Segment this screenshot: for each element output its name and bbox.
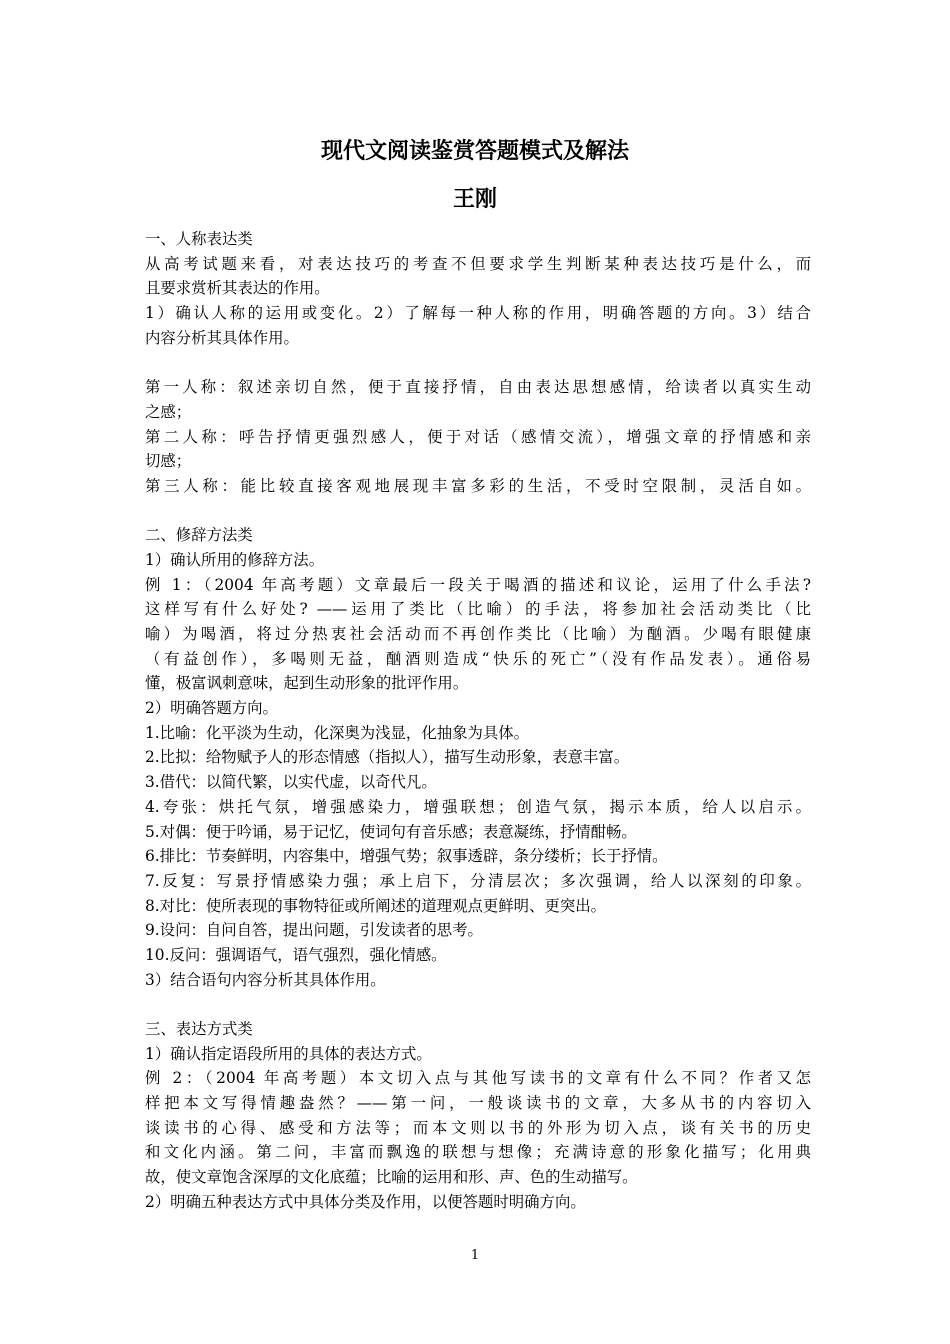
text-line: 2）明确五种表达方式中具体分类及作用，以便答题时明确方向。 — [145, 1192, 586, 1211]
text-line: 第三人称：能比较直接客观地展现丰富多彩的生活，不受时空限制，灵活自如。 — [145, 476, 811, 495]
text-line: 1）确认所用的修辞方法。 — [145, 550, 325, 569]
text-line: 故，使文章饱含深厚的文化底蕴；比喻的运用和形、声、色的生动描写。 — [145, 1168, 638, 1187]
blank-line — [145, 499, 811, 524]
text-line: 4.夸张：烘托气氛，增强感染力，增强联想；创造气氛，揭示本质，给人以启示。 — [145, 797, 811, 816]
blank-line — [145, 992, 811, 1017]
text-line: 和文化内涵。第二问，丰富而飘逸的联想与想像；充满诗意的形象化描写；化用典 — [145, 1143, 811, 1162]
text-line: 一、人称表达类 — [145, 230, 253, 248]
page-number: 1 — [470, 1248, 480, 1263]
text-line: 三、表达方式类 — [145, 1020, 253, 1038]
text-line: 例 2：（2004 年高考题）本文切入点与其他写读书的文章有什么不同？作者又怎 — [145, 1069, 811, 1088]
text-line: 喻）为喝酒，将过分热衷社会活动而不再创作类比（比喻）为酗酒。少喝有眼健康 — [145, 625, 811, 643]
text-line: 切感； — [145, 452, 192, 471]
blank-line — [145, 350, 811, 375]
text-line: 5.对偶：便于吟诵，易于记忆，使词句有音乐感；表意凝练，抒情酣畅。 — [145, 822, 637, 841]
text-line: 谈读书的心得、感受和方法等；而本文则以书的外形为切入点，谈有关书的历史 — [145, 1118, 811, 1137]
text-line: 样把本文写得情趣盎然？——第一问，一般谈读书的文章，大多从书的内容切入 — [145, 1094, 811, 1113]
document-author: 王刚 — [452, 187, 497, 212]
text-line: 7.反复：写景抒情感染力强；承上启下，分清层次；多次强调，给人以深刻的印象。 — [145, 871, 811, 890]
text-line: 内容分析其具体作用。 — [145, 328, 299, 347]
text-line: 之感； — [145, 402, 192, 421]
text-line: 这样写有什么好处? ——运用了类比（比喻）的手法，将参加社会活动类比（比 — [145, 600, 811, 619]
text-line: 二、修辞方法类 — [145, 526, 253, 545]
text-line: 从高考试题来看，对表达技巧的考查不但要求学生判断某种表达技巧是什么，而 — [145, 254, 811, 273]
text-line: （有益创作），多喝则无益，酗酒则造成“快乐的死亡”（没有作品发表）。通俗易 — [145, 649, 811, 668]
text-line: 6.排比：节奏鲜明，内容集中，增强气势；叙事透辟，条分缕析；长于抒情。 — [145, 847, 668, 866]
text-line: 例 1：（2004 年高考题）文章最后一段关于喝酒的描述和议论，运用了什么手法? — [145, 575, 811, 594]
text-line: 2.比拟：给物赋予人的形态情感（指拟人），描写生动形象，表意丰富。 — [145, 748, 630, 767]
text-line: 3.借代：以简代繁，以实代虚，以奇代凡。 — [145, 773, 437, 792]
text-line: 8.对比：使所表现的事物特征或所阐述的道理观点更鲜明、更突出。 — [145, 896, 607, 915]
document-body — [145, 227, 811, 1215]
text-line: 10.反问：强调语气，语气强烈，强化情感。 — [145, 945, 447, 964]
document-title: 现代文阅读鉴赏答题模式及解法 — [320, 139, 629, 164]
text-line: 1）确认指定语段所用的具体的表达方式。 — [145, 1044, 432, 1063]
text-line: 2）明确答题方向。 — [145, 699, 278, 718]
text-line: 第一人称：叙述亲切自然，便于直接抒情，自由表达思想感情，给读者以真实生动 — [145, 378, 811, 397]
text-line: 3）结合语句内容分析其具体作用。 — [145, 970, 386, 989]
text-line: 懂，极富讽刺意味，起到生动形象的批评作用。 — [145, 674, 469, 693]
text-line: 第二人称：呼告抒情更强烈感人，便于对话（感情交流），增强文章的抒情感和亲 — [145, 427, 811, 446]
text-line: 1）确认人称的运用或变化。2）了解每一种人称的作用，明确答题的方向。3）结合 — [145, 304, 811, 323]
text-line: 9.设问：自问自答，提出问题，引发读者的思考。 — [145, 921, 483, 940]
text-line: 且要求赏析其表达的作用。 — [145, 279, 330, 298]
text-line: 1.比喻：化平淡为生动，化深奥为浅显，化抽象为具体。 — [145, 723, 530, 742]
